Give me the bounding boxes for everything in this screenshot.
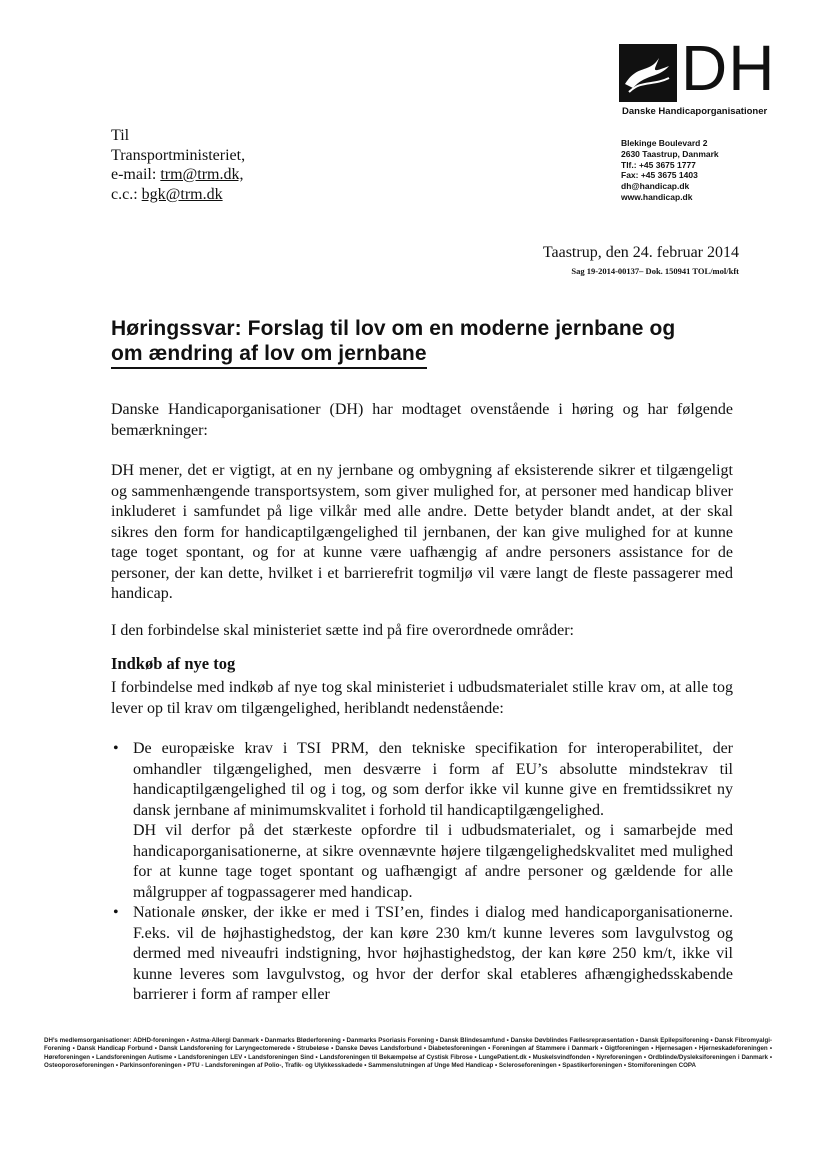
dh-logo bbox=[619, 32, 779, 119]
list-item-text: DH vil derfor på det stærkeste opfordre til i udbudsmaterialet, og i samarbejde med handicaporganisationerne, at sikre ovennævnte højere tilgængelighedskvalitet med mulighed for at kunne tage toget spontant og uafhængigt af andre personer og gældende for alle målgrupper af togpassagerer med handicap. bbox=[133, 822, 733, 901]
recipient-block bbox=[111, 126, 245, 204]
member-organisations-footer: DH’s medlemsorganisationer: ADHD-foreningen • Astma-Allergi Danmark • Danmarks Bløderforening • Danmarks Psoriasis Forening • Dansk Blindesamfund • Danske Døvblindes Fællesrepræsentation • Dansk Epilepsiforening • Dansk Fibromyalgi-Forening • Dansk Handicap Forbund • Dansk Landsforening for Laryngectomerede • Strubeløse • Danske Døves Landsforbund • Diabetesforeningen • Foreningen af Stammere i Danmark • Gigtforeningen • Hjernesagen • Hjerneskadeforeningen • Høreforeningen • Landsforeningen Autisme • Landsforeningen LEV • Landsforeningen Sind • Landsforeningen til Bekæmpelse af Cystisk Fibrose • LungePatient.dk • Muskelsvindfonden • Nyreforeningen • Ordblinde/Dysleksiforeningen i Danmark • Osteoporoseforeningen • Parkinsonforeningen • PTU - Landsforeningen af Polio-, Trafik- og Ulykkesskadede • Sammenslutningen af Unge Med Handicap • Scleroseforeningen • Spastikerforeningen • Stomiforeningen COPA bbox=[44, 1037, 772, 1070]
list-item bbox=[111, 739, 733, 903]
letter-date: Taastrup, den 24. februar 2014 bbox=[542, 244, 739, 261]
recipient-name: Transportministeriet, bbox=[111, 146, 246, 164]
date-block bbox=[543, 244, 739, 276]
logo-letters: DH bbox=[681, 32, 776, 104]
cc-prefix: c.c.: bbox=[111, 185, 142, 203]
case-reference: Sag 19-2014-00137– Dok. 150941 TOL/mol/kft bbox=[571, 266, 739, 276]
logo-org-name: Danske Handicaporganisationer bbox=[622, 106, 768, 117]
title-line-2: om ændring af lov om jernbane bbox=[111, 341, 427, 369]
list-item-text: De europæiske krav i TSI PRM, den tekniske specifikation for interoperabilitet, der omhandler tilgængelighed, men desværre i form af EU’s absolutte mindstekrav til handicaptilgængelighed til og i tog, og som derfor ikke vil kunne give en fremtidssikret ny dansk jernbane af minimumskvalitet i forhold til handicaptilgængelighed. bbox=[133, 740, 733, 819]
document-title bbox=[111, 316, 751, 369]
list-item bbox=[111, 903, 733, 1006]
dh-bird-logo-icon bbox=[619, 44, 677, 102]
list-item-text: Nationale ønsker, der ikke er med i TSI’en, findes i dialog med handicaporganisationerne. F.eks. vil de højhastighedstog, der kan køre 230 km/t kunne leveres som lavgulvstog og dermed med niveaufri indstigning, hvor højhastighedstog, der kan køre 250 km/t, ikke vil kunne leveres som lavgulvstog, og hvor der derfor skal etableres afhængighedsskabende barrierer i form af ramper eller bbox=[133, 904, 733, 1003]
address-website[interactable]: www.handicap.dk bbox=[621, 191, 693, 202]
areas-paragraph: I den forbindelse skal ministeriet sætte ind på fire overordnede områder: bbox=[111, 622, 574, 639]
address-email[interactable]: dh@handicap.dk bbox=[621, 181, 690, 192]
address-street: Blekinge Boulevard 2 bbox=[621, 138, 708, 148]
address-phone: Tlf.: +45 3675 1777 bbox=[621, 159, 696, 170]
bullet-icon: • bbox=[113, 740, 119, 757]
sender-address bbox=[621, 138, 719, 203]
procurement-paragraph: I forbindelse med indkøb af nye tog skal ministeriet i udbudsmaterialet stille krav om, at alle tog lever op til krav om tilgængelighed, heriblandt nedenstående: bbox=[111, 679, 733, 717]
recipient-cc-line bbox=[111, 185, 245, 205]
recipient-cc-link[interactable]: bgk@trm.dk bbox=[141, 185, 223, 203]
position-paragraph: DH mener, det er vigtigt, at en ny jernbane og ombygning af eksisterende sikrer et tilgængeligt og sammenhængende transportsystem, som giver mulighed for, at personer med handicap bliver inkluderet i samfundet på lige vilkår med alle andre. Dette betyder blandt andet, at der skal sikres den form for handicaptilgængelighed til jernbanen, der kan give mulighed for at kunne tage toget spontant, og for at kunne være uafhængig af andre personers assistance for de personer, der kan dette, hvilket i et barrierefrit togmiljø vil være langt de fleste passagerer med handicap. bbox=[111, 462, 733, 602]
section-heading: Indkøb af nye tog bbox=[111, 654, 236, 673]
intro-paragraph: Danske Handicaporganisationer (DH) har modtaget ovenstående i høring og har følgende bemærkninger: bbox=[111, 401, 733, 439]
address-city: 2630 Taastrup, Danmark bbox=[621, 148, 719, 159]
address-fax: Fax: +45 3675 1403 bbox=[621, 170, 698, 181]
email-prefix: e-mail: bbox=[111, 166, 161, 183]
title-line-1: Høringssvar: Forslag til lov om en moderne jernbane og bbox=[111, 317, 676, 340]
recipient-label: Til bbox=[111, 127, 130, 144]
recipient-email-link[interactable]: trm@trm.dk, bbox=[160, 166, 244, 183]
bullet-icon: • bbox=[113, 904, 119, 921]
recipient-email-line bbox=[111, 165, 245, 185]
requirements-list bbox=[111, 739, 733, 1006]
